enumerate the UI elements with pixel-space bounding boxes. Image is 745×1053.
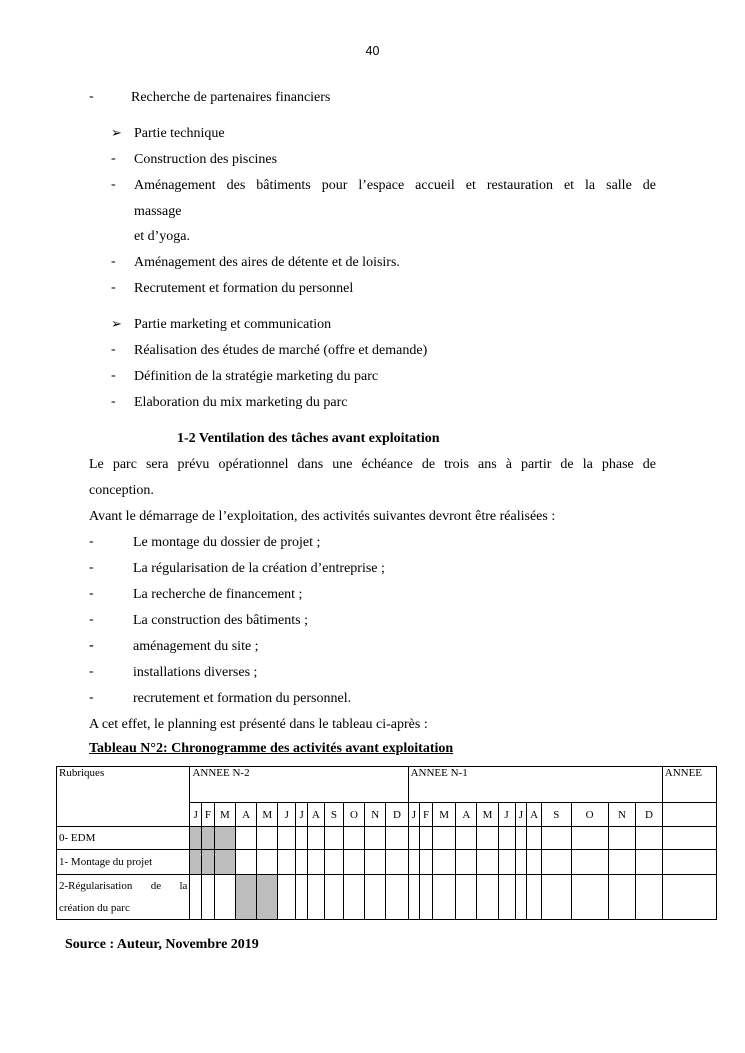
timeline-cell [343,850,364,875]
timeline-cell [571,875,608,920]
timeline-cell [202,850,215,875]
month-cell: J [190,803,202,827]
activity-item: La régularisation de la création d’entreprise ; [133,561,385,576]
timeline-cell [477,827,498,850]
timeline-cell [498,827,515,850]
month-cell: S [324,803,343,827]
timeline-cell [296,850,308,875]
source-note: Source : Auteur, Novembre 2019 [65,937,259,952]
timeline-cell [420,875,433,920]
timeline-cell [190,850,202,875]
timeline-cell [636,850,663,875]
section-marketing-heading: Partie marketing et communication [134,317,332,332]
month-cell: M [257,803,278,827]
row-label: 1- Montage du projet [57,850,190,875]
bullet-dash: - [89,664,94,679]
row-label: 2-Régularisation de la création du parc [57,875,190,920]
table-row [57,875,717,920]
arrow-bullet-icon: ➢ [111,316,122,331]
timeline-cell [278,850,296,875]
activity-item: Le montage du dossier de projet ; [133,535,321,550]
timeline-cell [278,875,296,920]
header-year-n2: ANNEE N-2 [190,767,408,803]
timeline-cell [498,875,515,920]
timeline-cell [408,875,420,920]
timeline-cell [515,850,527,875]
bullet-dash: - [111,394,116,409]
header-year-n1: ANNEE N-1 [408,767,662,803]
month-cell: N [608,803,636,827]
timeline-cell [343,827,364,850]
timeline-cell [456,875,477,920]
header-year-n: ANNEE [662,767,716,803]
activity-item: La recherche de financement ; [133,587,303,602]
month-cell: F [202,803,215,827]
timeline-cell [608,850,636,875]
paragraph: A cet effet, le planning est présenté dans le tableau ci-après : [89,717,428,732]
timeline-cell [498,850,515,875]
month-cell: J [278,803,296,827]
timeline-cell [432,827,455,850]
month-cell: M [214,803,235,827]
month-cell: M [432,803,455,827]
month-cell: F [420,803,433,827]
activity-item: aménagement du site ; [133,639,259,654]
timeline-cell [386,875,408,920]
timeline-cell [662,875,716,920]
timeline-cell [324,850,343,875]
table-row [57,827,717,850]
timeline-cell [515,827,527,850]
empty-cell [662,803,716,827]
timeline-cell [307,875,324,920]
section-technique-heading: Partie technique [134,126,225,141]
timeline-cell [235,850,256,875]
timeline-cell [307,850,324,875]
timeline-cell [456,850,477,875]
arrow-bullet-icon: ➢ [111,125,122,140]
timeline-cell [365,850,386,875]
timeline-cell [214,850,235,875]
bullet-dash: - [89,560,94,575]
list-item: Elaboration du mix marketing du parc [134,395,348,410]
bullet-dash: - [111,280,116,295]
timeline-cell [296,827,308,850]
month-cell: A [527,803,542,827]
timeline-cell [636,827,663,850]
bullet-dash: - [111,151,116,166]
timeline-cell [190,875,202,920]
month-cell: J [408,803,420,827]
month-cell: J [498,803,515,827]
list-item: Réalisation des études de marché (offre et demande) [134,343,428,358]
timeline-cell [365,875,386,920]
timeline-cell [386,827,408,850]
table-caption: Tableau N°2: Chronogramme des activités avant exploitation [89,741,454,756]
timeline-cell [324,827,343,850]
month-cell: A [307,803,324,827]
list-item: Recrutement et formation du personnel [134,281,354,296]
timeline-cell [432,875,455,920]
timeline-cell [202,875,215,920]
timeline-cell [515,875,527,920]
timeline-cell [408,827,420,850]
timeline-cell [278,827,296,850]
timeline-cell [257,827,278,850]
bullet-dash: - [89,534,94,549]
timeline-cell [477,850,498,875]
timeline-cell [214,875,235,920]
timeline-cell [257,875,278,920]
list-item: Définition de la stratégie marketing du parc [134,369,379,384]
timeline-cell [408,850,420,875]
intro-item: Recherche de partenaires financiers [131,90,331,105]
activity-item: installations diverses ; [133,665,258,680]
bullet-dash: - [89,89,94,104]
row-label: 0- EDM [57,827,190,850]
bullet-dash: - [111,368,116,383]
list-item: Construction des piscines [134,152,278,167]
month-cell: J [515,803,527,827]
bullet-dash: - [89,690,94,705]
bullet-dash: - [89,612,94,627]
timeline-cell [214,827,235,850]
timeline-cell [324,875,343,920]
month-cell: A [456,803,477,827]
bullet-dash: - [111,254,116,269]
timeline-cell [541,875,571,920]
timeline-cell [257,850,278,875]
timeline-cell [662,850,716,875]
chronogram-table [56,766,717,920]
timeline-cell [365,827,386,850]
month-cell: D [386,803,408,827]
timeline-cell [608,827,636,850]
timeline-cell [541,850,571,875]
timeline-cell [456,827,477,850]
paragraph-line: Le parc sera prévu opérationnel dans une échéance de trois ans à partir de la phase de [89,457,656,472]
timeline-cell [527,827,542,850]
list-item: Aménagement des bâtiments pour l’espace accueil et restauration et la salle de [134,178,656,193]
bullet-dash: - [111,177,116,192]
timeline-cell [477,875,498,920]
list-item: Aménagement des aires de détente et de loisirs. [134,255,400,270]
timeline-cell [343,875,364,920]
subsection-title: 1-2 Ventilation des tâches avant exploitation [177,431,440,446]
timeline-cell [608,875,636,920]
list-item-continuation: massage [134,204,182,219]
month-cell: O [343,803,364,827]
page-number: 40 [365,44,380,58]
month-cell: N [365,803,386,827]
bullet-dash: - [111,342,116,357]
paragraph: Avant le démarrage de l’exploitation, des activités suivantes devront être réalisées : [89,509,556,524]
timeline-cell [571,827,608,850]
timeline-cell [235,875,256,920]
timeline-cell [307,827,324,850]
timeline-cell [235,827,256,850]
table-header-row [57,767,717,803]
timeline-cell [296,875,308,920]
timeline-cell [202,827,215,850]
month-cell: S [541,803,571,827]
list-item-continuation: et d’yoga. [134,229,190,244]
timeline-cell [636,875,663,920]
month-cell: J [296,803,308,827]
header-rubriques: Rubriques [57,767,190,827]
timeline-cell [190,827,202,850]
activity-item: La construction des bâtiments ; [133,613,308,628]
activity-item: recrutement et formation du personnel. [133,691,352,706]
month-cell: A [235,803,256,827]
timeline-cell [386,850,408,875]
timeline-cell [527,875,542,920]
month-cell: D [636,803,663,827]
timeline-cell [420,850,433,875]
timeline-cell [571,850,608,875]
month-cell: O [571,803,608,827]
timeline-cell [527,850,542,875]
timeline-cell [420,827,433,850]
bullet-dash: - [89,586,94,601]
table-row [57,850,717,875]
timeline-cell [662,827,716,850]
month-cell: M [477,803,498,827]
timeline-cell [541,827,571,850]
bullet-dash: - [89,638,94,653]
paragraph-line: conception. [89,483,154,498]
timeline-cell [432,850,455,875]
